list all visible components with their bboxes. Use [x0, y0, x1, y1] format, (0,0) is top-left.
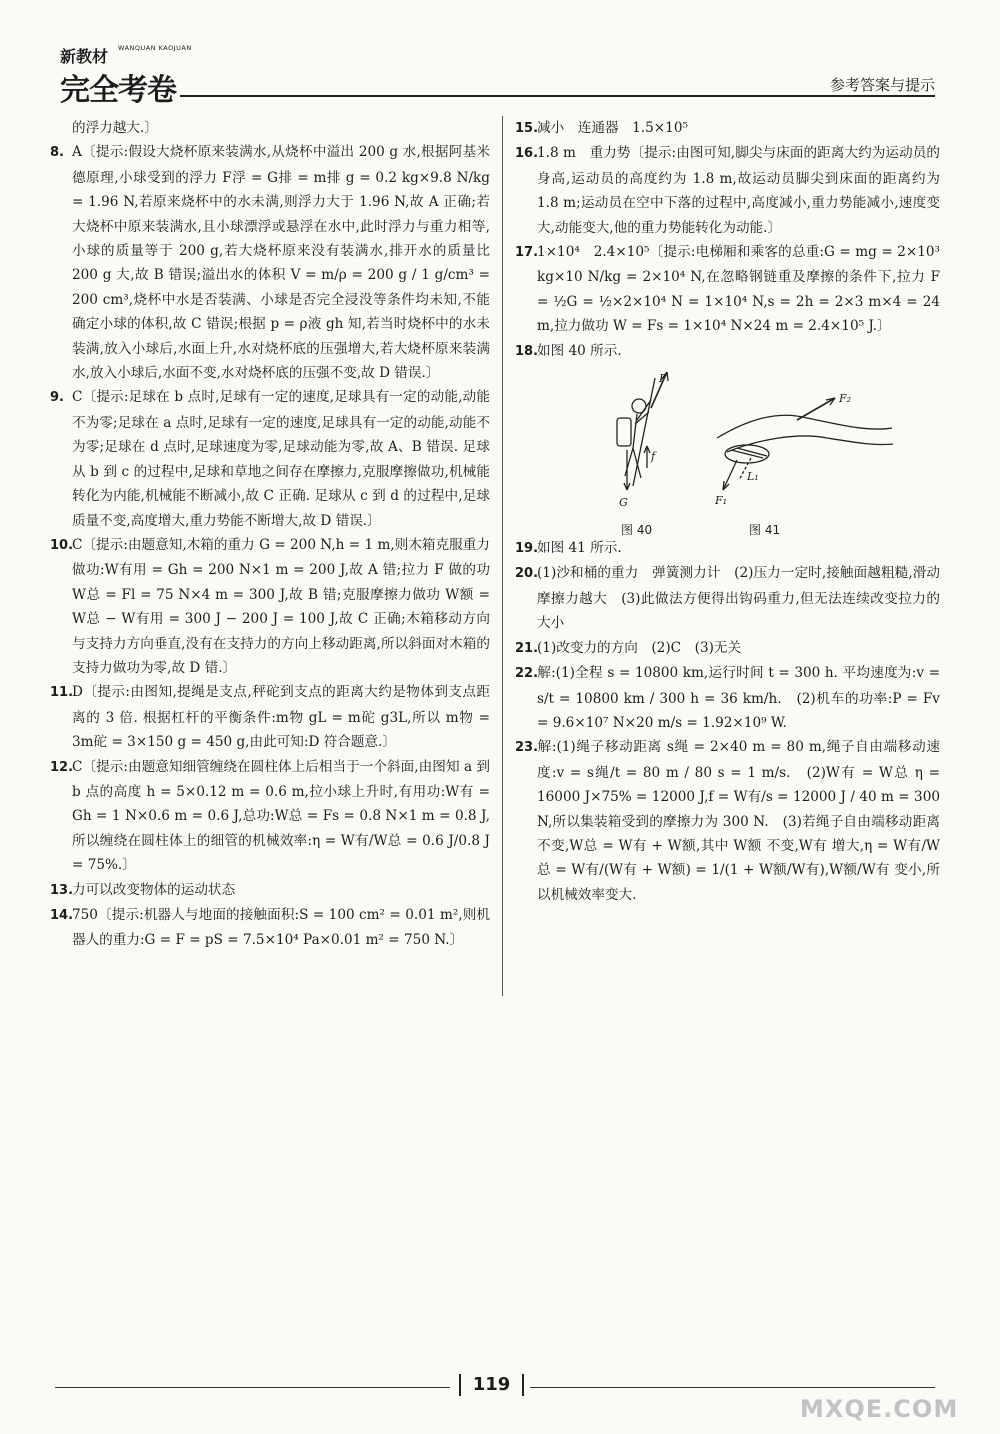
answer-item: [515, 561, 940, 635]
answer-item: [515, 339, 940, 364]
label-G: G: [619, 496, 628, 510]
answer-item: [50, 903, 490, 953]
force-arrow-F2: [797, 398, 835, 420]
climber-backpack: [617, 418, 631, 446]
answer-text: 解:(1)绳子移动距离 s绳 = 2×40 m = 80 m,绳子自由端移动速度:v = s绳/t = 80 m / 80 s = 1 m/s. (2)W有 = W总 η = 16000 J×75% = 12000 J,f = W有/s = 12000 J / 40 m = 300 N,所以集装箱受到的摩擦力为 300 N. (3)若绳子自由端移动距离不变,W总 = W有 + W额,其中 W额 不变,W有 增大,η = W有/W总 = W有/(W有 + W额) = 1/(1 + W额/W有),W额/W有 变小,所以机械效率变大.: [537, 739, 940, 903]
answer-number: 16.: [515, 146, 539, 162]
answer-item: [50, 878, 490, 903]
answer-item: [515, 116, 940, 141]
answer-text: (1)改变力的方向 (2)C (3)无关: [537, 639, 742, 656]
answer-number: 21.: [515, 640, 539, 656]
answer-text: 1×10⁴ 2.4×10⁵〔提示:电梯厢和乘客的总重:G = mg = 2×10³ kg×10 N/kg = 2×10⁴ N,在忽略钢链重及摩擦的条件下,拉力 F = ½G = ½×2×10⁴ N = 1×10⁴ N,s = 2h = 2×3 m×4 = 24 m,拉力做功 W = Fs = 1×10⁴ N×24 m = 2.4×10⁵ J.〕: [537, 244, 940, 335]
answer-number: 22.: [515, 666, 539, 682]
answer-text: 解:(1)全程 s = 10800 km,运行时间 t = 300 h. 平均速度为:v = s/t = 10800 km / 300 h = 36 km/h. (2)机车的功率:P = Fv = 9.6×10⁷ N×20 m/s = 1.92×10⁹ W.: [537, 665, 940, 731]
right-column: [515, 116, 940, 907]
label-F2: F₂: [839, 392, 852, 406]
answer-number: 20.: [515, 566, 539, 582]
grip-lines: [731, 448, 767, 458]
answer-number: 18.: [515, 343, 539, 359]
answer-item: [515, 536, 940, 561]
answer-number: 8.: [50, 145, 64, 161]
answer-text: 的浮力越大.〕: [72, 120, 158, 136]
answer-item: [515, 141, 940, 240]
answer-number: 11.: [50, 685, 74, 701]
page-number: 119: [472, 1374, 511, 1395]
answer-number: 14.: [50, 908, 74, 923]
answer-number: 10.: [50, 537, 74, 553]
answer-number: 9.: [50, 390, 64, 406]
lever-outline-bottom: [727, 436, 893, 452]
label-L1: L₁: [747, 470, 759, 484]
answer-number: 12.: [50, 759, 74, 775]
answer-number: 23.: [515, 740, 539, 756]
figure-area: [537, 364, 940, 536]
answer-item: [50, 385, 490, 532]
brand-pinyin: WANQUAN KAOJUAN: [118, 44, 192, 52]
answer-item: [50, 140, 490, 385]
answer-text: A〔提示:假设大烧杯原来装满水,从烧杯中溢出 200 g 水,根据阿基米德原理,小球受到的浮力 F浮 = G排 = m排 g = 0.2 kg×9.8 N/kg = 1.96 N,若原来烧杯中的水未满,则浮力大于 1.96 N,故 A 正确;若大烧杯中原来装满水,且小球漂浮或悬浮在水中,此时浮力与重力相等,小球的质量等于 200 g,若大烧杯原来没有装满水,排开水的质量比 200 g 大,故 B 错误;溢出水的体积 V = m/ρ = 200 g / 1 g/cm³ = 200 cm³,烧杯中水是否装满、小球是否完全浸没等条件均未知,不能确定小球的体积,故 C 错误;根据 p = ρ液 gh 知,若当时烧杯中的水未装满,放入小球后,水面上升,水对烧杯底的压强增大,若大烧杯原来装满水,放入小球后,水面不变,水对烧杯底的压强不变,故 D 错误.〕: [72, 144, 490, 382]
answer-text: (1)沙和桶的重力 弹簧测力计 (2)压力一定时,接触面越粗糙,滑动摩擦力越大 (3)此做法方便得出钩码重力,但无法连续改变拉力的大小: [537, 565, 940, 632]
answer-text: D〔提示:由图知,提绳是支点,秤砣到支点的距离大约是物体到支点距离的 3 倍. 根据杠杆的平衡条件:m物 gL = m砣 g3L,所以 m物 = 3m砣 = 3×150 g = 450 g,由此可知:D 符合题意.〕: [72, 684, 490, 751]
column-divider: [502, 116, 503, 996]
page-header: [0, 0, 1000, 110]
answer-number: 17.: [515, 245, 539, 261]
answer-item: [50, 116, 490, 140]
section-title: 参考答案与提示: [829, 76, 935, 94]
label-f: f: [651, 450, 656, 464]
brand-top: 新教材: [60, 47, 109, 66]
answer-item: [515, 636, 940, 661]
label-F1: F₁: [715, 494, 728, 508]
footer-bar-right: [522, 1374, 524, 1396]
answer-text: C〔提示:由题意知细管缠绕在圆柱体上后相当于一个斜面,由图知 a 到 b 点的高度 h = 5×0.12 m = 0.6 m,拉小球上升时,有用功:W有 = Gh = 1 N×0.6 m = 0.6 J,总功:W总 = Fs = 0.8 N×1 m = 0.8 J,所以缠绕在圆柱体上的细管的机械效率:η = W有/W总 = 0.6 J/0.8 J = 75%.〕: [72, 758, 490, 874]
answer-item: [515, 661, 940, 735]
answer-text: 力可以改变物体的运动状态: [72, 881, 236, 898]
answer-item: [515, 240, 940, 339]
answer-text: 减小 连通器 1.5×10⁵: [537, 120, 688, 136]
answer-item: [50, 533, 490, 680]
answer-number: 19.: [515, 541, 539, 557]
answer-number: 15.: [515, 121, 539, 136]
answer-text: C〔提示:足球在 b 点时,足球有一定的速度,足球具有一定的动能,动能不为零;足球在 a 点时,足球有一定的速度,足球具有一定的动能,动能不为零;足球在 d 点时,足球速度为零,足球动能为零,故 A、B 错误. 足球从 b 到 c 的过程中,足球和草地之间存在摩擦力,克服摩擦做功,机械能转化为内能,机械能不断减小,故 C 正确. 足球从 c 到 d 的过程中,足球质量不变,高度增大,重力势能不断增大,故 D 错误.〕: [72, 389, 490, 529]
footer-rule-right: [530, 1387, 935, 1388]
brand-logo: 完全考卷: [60, 73, 176, 108]
answer-item: [50, 755, 490, 878]
label-F: F: [659, 372, 667, 386]
force-arrow-F1: [723, 460, 737, 490]
answer-text: 如图 40 所示.: [537, 342, 622, 359]
answer-text: 750〔提示:机器人与地面的接触面积:S = 100 cm² = 0.01 m²,则机器人的重力:G = F = pS = 7.5×10⁴ Pa×0.01 m² = 750 N.〕: [72, 907, 490, 949]
rope-line: [633, 378, 655, 486]
figure-40: [577, 368, 717, 518]
figure-41-caption: 图 41: [749, 523, 781, 538]
header-rule: [180, 95, 935, 97]
answer-item: [50, 680, 490, 754]
answer-item: [515, 735, 940, 907]
footer-rule-left: [55, 1387, 450, 1388]
answer-number: 13.: [50, 882, 74, 898]
left-column: [50, 116, 490, 953]
figure-40-caption: 图 40: [621, 523, 653, 538]
watermark: MXQE.COM: [800, 1395, 959, 1423]
figure-41: [707, 380, 897, 510]
answer-text: 1.8 m 重力势〔提示:由图可知,脚尖与床面的距离大约为运动员的身高,运动员的高度约为 1.8 m,故运动员脚尖到床面的距离约为 1.8 m;运动员在空中下落的过程中,高度减小,重力势能减小,速度变大,动能变大,他的重力势能转化为动能.〕: [537, 145, 940, 236]
answer-text: C〔提示:由题意知,木箱的重力 G = 200 N,h = 1 m,则木箱克服重力做功:W有用 = Gh = 200 N×1 m = 200 J,故 A 错;拉力 F 做的功 W总 = Fl = 75 N×4 m = 300 J,故 B 错;克服摩擦力做功 W额 = W总 − W有用 = 300 J − 200 J = 100 J,故 C 正确;木箱移动方向与支持力方向垂直,没有在支持力的方向上移动距离,所以斜面对木箱的支持力做功为零,故 D 错.〕: [72, 536, 490, 676]
answer-text: 如图 41 所示.: [537, 540, 622, 557]
lever-outline-top: [717, 415, 892, 438]
